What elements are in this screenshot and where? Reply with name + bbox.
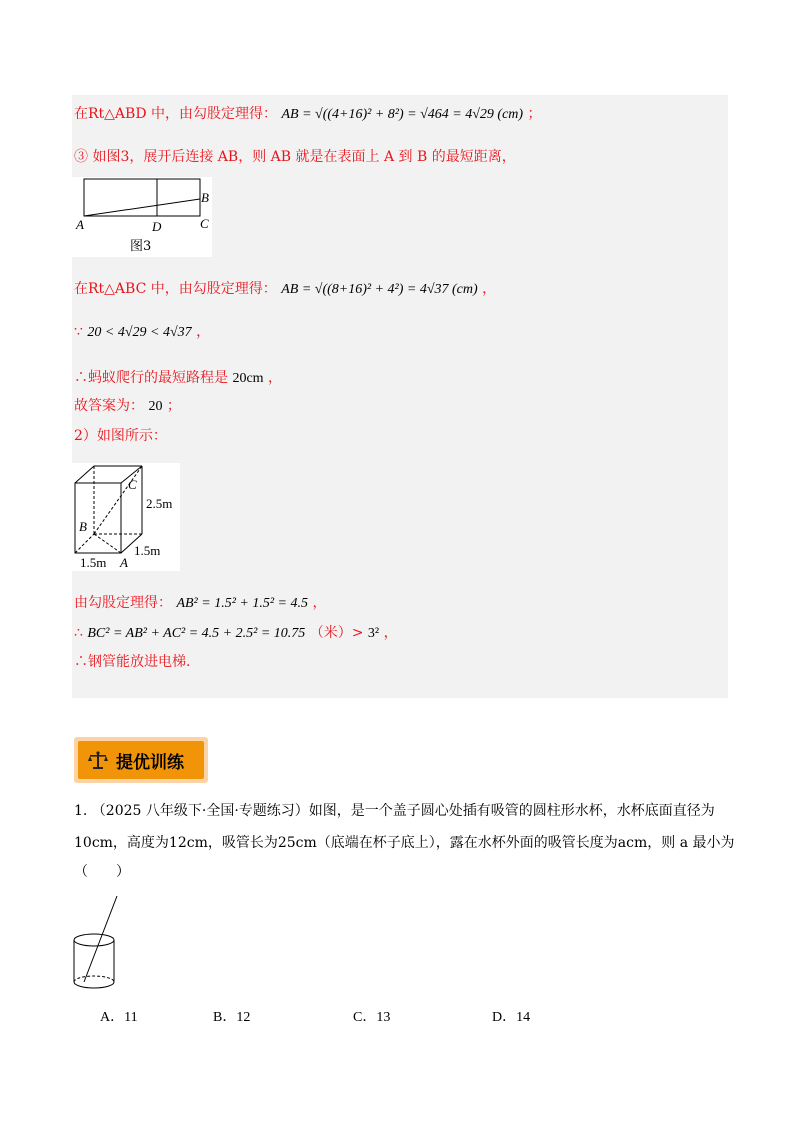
label-width: 1.5m <box>80 555 107 570</box>
formula-ab-squared: AB² = 1.5² + 1.5² = 4.5 <box>176 596 308 611</box>
solution-line-10: ∴钢管能放进电梯. <box>74 654 191 670</box>
solution-line-2: ③ 如图3，展开后连接 AB，则 AB 就是在表面上 A 到 B 的最短距离， <box>74 149 516 165</box>
option-c[interactable]: C．13 <box>353 1010 391 1025</box>
label-a: A <box>76 217 84 232</box>
formula-ab-abc: AB = √((8+16)² + 4²) = 4√37 (cm) <box>281 282 478 297</box>
formula-bc-squared: BC² = AB² + AC² = 4.5 + 2.5² = 10.75 <box>87 626 306 641</box>
label-c: C <box>200 216 209 231</box>
formula-ab-abd: AB = √((4+16)² + 8²) = √464 = 4√29 (cm) <box>281 107 524 122</box>
section-banner <box>74 737 208 783</box>
figure-3-diagram <box>72 177 212 257</box>
formula-compare: 20 < 4√29 < 4√37 <box>87 325 192 340</box>
label-b: B <box>201 190 209 205</box>
option-b[interactable]: B．12 <box>213 1010 251 1025</box>
option-d[interactable]: D．14 <box>492 1010 531 1025</box>
solution-line-1: 在Rt△ABD 中，由勾股定理得： AB = √((4+16)² + 8²) = √464 = 4√29 (cm) ； <box>74 106 542 122</box>
solution-line-7: 2）如图所示： <box>74 428 167 444</box>
scale-icon <box>88 750 108 770</box>
label-d: D <box>152 219 162 234</box>
solution-line-5: ∴蚂蚁爬行的最短路程是 20cm ， <box>74 370 283 386</box>
label-c: C <box>128 477 137 492</box>
solution-line-8: 由勾股定理得： AB² = 1.5² + 1.5² = 4.5 ， <box>74 595 327 611</box>
label-height: 2.5m <box>146 496 173 511</box>
question-line-2: 10cm，高度为12cm，吸管长为25cm（底端在杯子底上），露在水杯外面的吸管长度为acm，则 a 最小为 <box>74 835 735 851</box>
label-a: A <box>120 555 128 570</box>
question-line-3: （ ） <box>74 864 130 880</box>
banner-title: 提优训练 <box>116 753 184 773</box>
solution-line-3: 在Rt△ABC 中，由勾股定理得： AB = √((8+16)² + 4²) = 4√37 (cm) ， <box>74 281 497 297</box>
elevator-box-diagram <box>72 463 180 571</box>
solution-line-9: ∴ BC² = AB² + AC² = 4.5 + 2.5² = 10.75 （米）> 3² ， <box>74 625 398 641</box>
cup-straw-diagram <box>70 892 130 992</box>
figure-caption: 图3 <box>130 239 152 254</box>
label-b: B <box>79 519 87 534</box>
option-a[interactable]: A．11 <box>100 1010 138 1025</box>
label-depth: 1.5m <box>134 543 161 558</box>
question-line-1: 1. （2025 八年级下·全国·专题练习）如图，是一个盖子圆心处插有吸管的圆柱形水杯，水杯底面直径为 <box>74 803 715 819</box>
solution-line-6: 故答案为： 20 ； <box>74 398 181 414</box>
solution-line-4: ∵ 20 < 4√29 < 4√37 ， <box>74 324 211 340</box>
